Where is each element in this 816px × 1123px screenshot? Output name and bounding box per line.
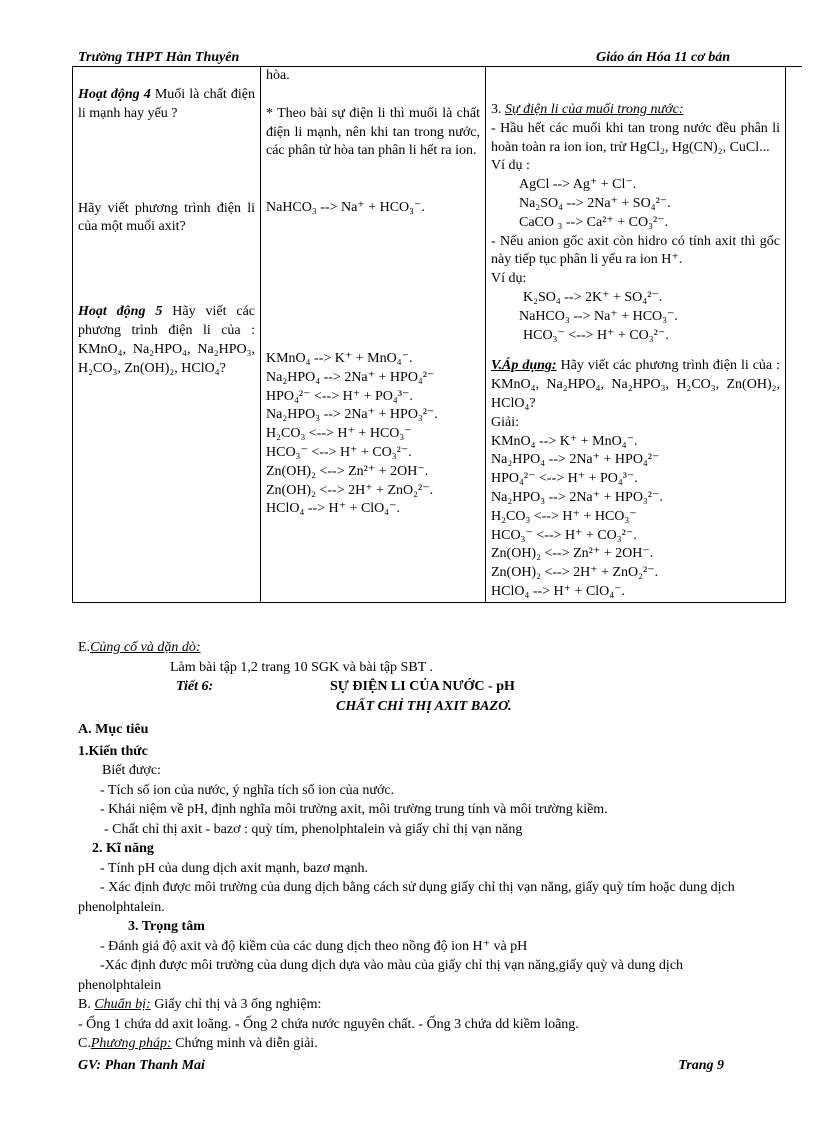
solution-equations [491, 433, 780, 602]
lesson-table [72, 66, 786, 603]
skill-item: - Tính pH của dung dịch axit mạnh, bazơ mạnh. [100, 860, 369, 876]
equation: Na₂HPO₄ --> 2Na⁺ + HPO₄²⁻ [266, 369, 435, 385]
equation: Zn(OH)₂ <--> 2H⁺ + ZnO₂²⁻. [491, 565, 659, 581]
equation: HClO₄ --> H⁺ + ClO₄⁻. [266, 501, 401, 517]
equation: AgCl --> Ag⁺ + Cl⁻. [519, 177, 637, 193]
continued-text: hòa. [266, 68, 290, 83]
acid-salt-question: Hãy viết phương trình điện li của một muối axit? [78, 200, 255, 235]
focus-heading: 3. Trọng tâm [128, 919, 205, 934]
activity-5 [78, 303, 255, 378]
equation: HCO₃⁻ <--> H⁺ + CO₃²⁻. [523, 327, 669, 343]
equation: Zn(OH)₂ <--> 2H⁺ + ZnO₂²⁻. [266, 482, 434, 498]
theory-note: * Theo bài sự điện li thì muối là chất điện li mạnh, nên khi tan trong nước, các phân tử hòa tan phân li hết ra ion. [266, 105, 480, 159]
section-b-prefix: B. [78, 997, 95, 1012]
equation: HCO₃⁻ <--> H⁺ + CO₃²⁻. [266, 444, 412, 460]
teacher-name: GV: Phan Thanh Mai [78, 1058, 205, 1073]
equation: HCO₃⁻ <--> H⁺ + CO₃²⁻. [491, 527, 637, 543]
period-label: Tiết 6: [176, 679, 214, 694]
equation: K₂SO₄ --> 2K⁺ + SO₄²⁻. [523, 289, 663, 305]
skill-item: - Xác định được môi trường của dung dịch bằng cách sử dụng giấy chỉ thị vạn năng, giấy quỳ tím hoặc dung dịch phenolphtalein. [78, 880, 735, 915]
equation: KMnO₄ --> K⁺ + MnO₄⁻. [491, 433, 638, 449]
equation: CaCO ₃ --> Ca²⁺ + CO₃²⁻. [519, 214, 669, 230]
section-c-prefix: C. [78, 1036, 91, 1051]
section-c-title: Phương pháp: [90, 1036, 172, 1051]
section-c [78, 1034, 758, 1054]
equations-list [266, 350, 480, 519]
lesson-subtitle: CHẤT CHỈ THỊ AXIT BAZƠ. [336, 698, 512, 714]
test-tubes: - Ống 1 chứa dd axit loãng. - Ống 2 chứa nước nguyên chất. - Ống 3 chứa dd kiềm loãng. [78, 1016, 579, 1032]
salt-paragraph-1: - Hầu hết các muối khi tan trong nước đều phân li hoàn toàn ra ion ion, trừ HgCl₂, Hg(CN)₂, CuCl... [491, 120, 780, 155]
equation: Zn(OH)₂ <--> Zn²⁺ + 2OH⁻. [266, 463, 429, 479]
knowledge-item: - Tích số ion của nước, ý nghĩa tích số ion của nước. [100, 782, 395, 798]
know-label: Biết được: [102, 763, 161, 778]
activity-4-title: Hoạt động 4 [78, 87, 151, 102]
section-b [78, 995, 758, 1015]
application-title: V.Áp dụng: [491, 358, 557, 374]
knowledge-item: - Khái niệm về pH, định nghĩa môi trường axit, môi trường trung tính và môi trường kiềm. [100, 802, 608, 817]
equation: NaHCO₃ --> Na⁺ + HCO₃⁻. [519, 308, 678, 324]
salt-paragraph-2: - Nếu anion gốc axit còn hidro có tính axit thì gốc này tiếp tục phân li yếu ra ion H⁺. [491, 233, 780, 268]
page-number: Trang 9 [678, 1058, 724, 1073]
section-number: 3. [491, 102, 505, 117]
objectives-heading: A. Mục tiêu [78, 722, 149, 737]
content-column [486, 67, 786, 603]
equation: H₂CO₃ <--> H⁺ + HCO₃⁻ [491, 508, 637, 524]
knowledge-item: - Chất chỉ thị axit - bazơ : quỳ tím, phenolphtalein và giấy chỉ thị vạn năng [104, 821, 523, 837]
section-heading [491, 101, 780, 120]
focus-item: -Xác định được môi trường của dung dịch dựa vào màu của giấy chỉ thị vạn năng,giấy quỳ và dung dịch phenolphtalein [78, 958, 684, 993]
student-activity-column [261, 67, 486, 603]
equation: KMnO₄ --> K⁺ + MnO₄⁻. [266, 350, 413, 366]
activity-5-text: Hãy viết các phương trình điện li của : KMnO₄, Na₂HPO₄, Na₂HPO₃, H₂CO₃, Zn(OH)₂, HClO₄? [78, 304, 255, 376]
section-b-title: Chuẩn bị: [94, 997, 151, 1012]
equation: HClO₄ --> H⁺ + ClO₄⁻. [491, 583, 626, 599]
solution-label: Giải: [491, 414, 519, 430]
focus-item: - Đánh giá độ axit và độ kiềm của các dung dịch theo nồng độ ion H⁺ và pH [100, 938, 528, 954]
equation: Na₂HPO₄ --> 2Na⁺ + HPO₄²⁻ [491, 452, 660, 468]
equation: H₂CO₃ <--> H⁺ + HCO₃⁻ [266, 426, 412, 442]
application-text: Hãy viết các phương trình điện li của : KMnO₄, Na₂HPO₄, Na₂HPO₃, H₂CO₃, Zn(OH)₂, HClO₄? [491, 358, 781, 411]
course-name: Giáo án Hóa 11 cơ bản [596, 50, 730, 65]
nahco3-equation: NaHCO₃ --> Na⁺ + HCO₃⁻. [266, 200, 425, 216]
application-section [491, 357, 780, 413]
lesson-body [78, 638, 758, 1054]
skills-heading: 2. Kĩ năng [92, 841, 154, 856]
section-e-prefix: E. [78, 640, 91, 655]
example-label: Ví dụ: [491, 271, 527, 287]
section-c-text: Chứng minh và diễn giải. [171, 1036, 318, 1051]
teacher-activity-column [73, 67, 261, 603]
equation: HPO₄²⁻ <--> H⁺ + PO₄³⁻. [266, 388, 413, 404]
equation: HPO₄²⁻ <--> H⁺ + PO₄³⁻. [491, 471, 638, 487]
section-e [78, 638, 758, 658]
equation: Na₂HPO₃ --> 2Na⁺ + HPO₃²⁻. [266, 407, 438, 423]
example-label: Ví dụ : [491, 158, 530, 174]
lesson-title-line [78, 677, 758, 697]
equation: Na₂SO₄ --> 2Na⁺ + SO₄²⁻. [519, 195, 671, 211]
activity-4-text: Muối là chất điện li mạnh hay yếu ? [78, 87, 255, 121]
activity-5-title: Hoạt động 5 [78, 304, 163, 320]
equation: Zn(OH)₂ <--> Zn²⁺ + 2OH⁻. [491, 546, 654, 562]
section-b-text: Giấy chỉ thị và 3 ống nghiệm: [150, 997, 322, 1012]
lesson-title: SỰ ĐIỆN LI CỦA NƯỚC - pH [330, 679, 515, 694]
school-name: Trường THPT Hàn Thuyên [78, 50, 240, 65]
knowledge-heading: 1.Kiến thức [78, 743, 148, 759]
section-e-title: Củng cố và dặn dò: [90, 640, 201, 655]
page-footer [78, 1058, 724, 1074]
section-title: Sự điện li của muối trong nước: [505, 102, 684, 117]
page-header [78, 50, 802, 67]
equation: Na₂HPO₃ --> 2Na⁺ + HPO₃²⁻. [491, 489, 663, 505]
homework: Làm bài tập 1,2 trang 10 SGK và bài tập SBT . [170, 659, 433, 675]
activity-4 [78, 86, 255, 124]
